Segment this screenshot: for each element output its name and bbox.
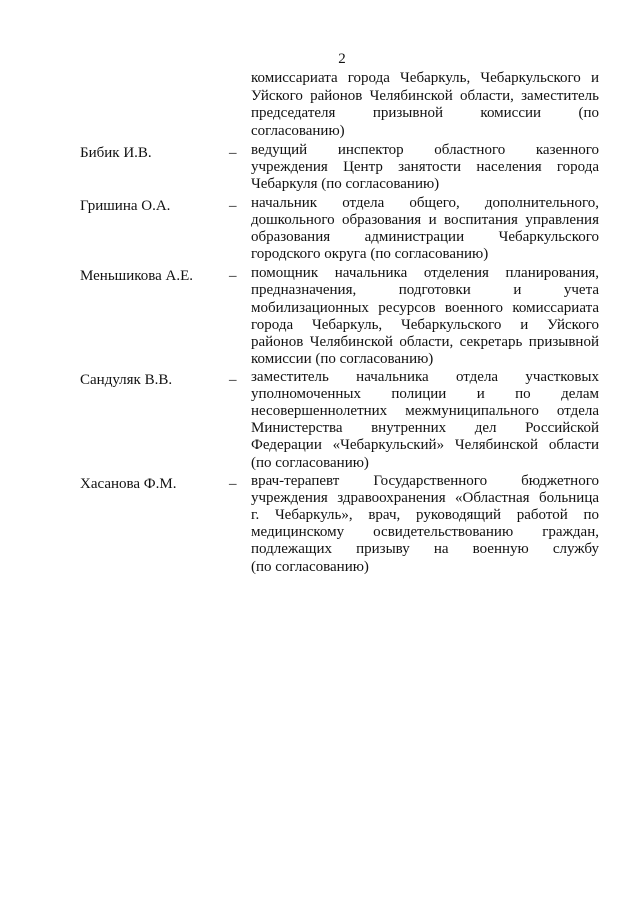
continuation-line: комиссариата города Чебаркуль, Чебаркульского и [251,70,599,86]
member-description-line: ведущий инспектор областного казенного [251,142,599,158]
continuation-line: председателя призывной комиссии (по [251,105,599,121]
member-description-line: районов Челябинской области, секретарь призывной [251,334,599,350]
continuation-line: Уйского районов Челябинской области, заместитель [251,88,599,104]
member-description-line: подлежащих призыву на военную службу [251,541,599,557]
continuation-line: согласованию) [251,123,345,139]
member-description-line: города Чебаркуль, Чебаркульского и Уйского [251,317,599,333]
member-name: Сандуляк В.В. [80,372,173,388]
dash: – [229,198,237,214]
member-description-line: помощник начальника отделения планирования, [251,265,599,281]
member-description-line: заместитель начальника отдела участковых [251,369,599,385]
member-description-line: учреждения Центр занятости населения города [251,159,599,175]
member-description-line: несовершеннолетних межмуниципального отдела [251,403,599,419]
member-description-line: г. Чебаркуль», врач, руководящий работой по [251,507,599,523]
member-description-line: врач-терапевт Государственного бюджетного [251,473,599,489]
member-description-line: Федерации «Чебаркульский» Челябинской области [251,437,599,453]
dash: – [229,145,237,161]
member-description-line: (по согласованию) [251,559,369,575]
page-number: 2 [338,51,346,67]
member-description-line: Министерства внутренних дел Российской [251,420,599,436]
member-name: Хасанова Ф.М. [80,476,177,492]
member-name: Меньшикова А.Е. [80,268,194,284]
member-description-line: начальник отдела общего, дополнительного, [251,195,599,211]
member-name: Бибик И.В. [80,145,152,161]
member-description-line: медицинскому освидетельствованию граждан, [251,524,599,540]
member-description-line: образования администрации Чебаркульского [251,229,599,245]
member-description-line: уполномоченных полиции и по делам [251,386,599,402]
member-description-line: дошкольного образования и воспитания управления [251,212,599,228]
member-description-line: учреждения здравоохранения «Областная больница [251,490,599,506]
dash: – [229,268,237,284]
member-description-line: городского округа (по согласованию) [251,246,489,262]
dash: – [229,372,237,388]
member-description-line: комиссии (по согласованию) [251,351,434,367]
dash: – [229,476,237,492]
member-description-line: мобилизационных ресурсов военного комиссариата [251,300,599,316]
member-description-line: предназначения, подготовки и учета [251,282,599,298]
member-description-line: Чебаркуля (по согласованию) [251,176,440,192]
member-name: Гришина О.А. [80,198,171,214]
member-description-line: (по согласованию) [251,455,369,471]
